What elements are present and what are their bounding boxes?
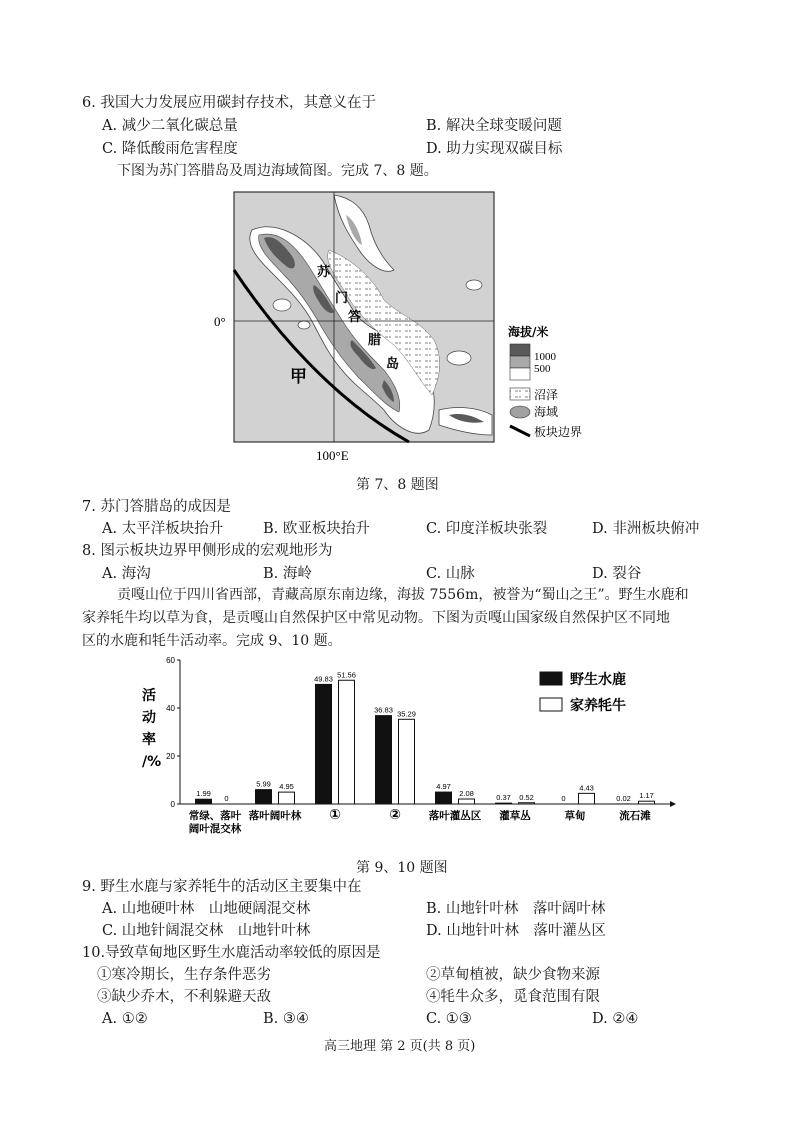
svg-text:海域: 海域: [534, 405, 559, 419]
x-category-label: 常绿、落叶: [188, 810, 242, 822]
bar-value-label: 0: [561, 794, 566, 803]
q8-option-a: A. 海沟: [102, 566, 151, 582]
intro-7-8: 下图为苏门答腊岛及周边海域简图。完成 7、8 题。: [117, 163, 438, 179]
legend-swatch: [540, 672, 562, 685]
sumatra-map: [214, 190, 594, 470]
bar-value-label: 36.83: [374, 705, 393, 715]
chart-caption: 第 9、10 题图: [356, 860, 448, 876]
q8-option-d: D. 裂谷: [592, 566, 642, 582]
q7-option-c: C. 印度洋板块张裂: [426, 521, 548, 537]
island-char-5: 岛: [386, 357, 400, 372]
svg-text:海拔/米: 海拔/米: [508, 325, 549, 339]
lat-label: 0°: [214, 314, 226, 329]
y-tick-label: 60: [166, 656, 175, 665]
bar-yak: [339, 680, 355, 804]
bar-value-label: 5.99: [256, 779, 271, 789]
bar-value-label: 49.83: [314, 674, 333, 684]
q10-item-2: ②草甸植被，缺少食物来源: [426, 967, 600, 983]
svg-text:500: 500: [534, 363, 551, 375]
y-tick-label: 40: [166, 704, 175, 713]
x-category-label: ①: [329, 807, 341, 823]
x-category-label: 阔叶混交林: [188, 823, 242, 835]
bar-value-label: 35.29: [397, 709, 416, 719]
intro-9-10-line1: 贡嘎山位于四川省西部，青藏高原东南边缘，海拔 7556m，被誉为“蜀山之王”。野生水鹿和: [117, 587, 689, 603]
q6-option-b: B. 解决全球变暖问题: [426, 118, 562, 134]
q7-option-b: B. 欧亚板块抬升: [263, 521, 370, 537]
q10-item-3: ③缺少乔木，不利躲避天敌: [97, 989, 271, 1005]
bar-value-label: 4.97: [436, 782, 451, 792]
bar-yak: [459, 799, 475, 804]
bar-value-label: 0.37: [496, 793, 511, 803]
x-category-label: 灌草丛: [499, 810, 531, 822]
q8-stem: 8. 图示板块边界甲侧形成的宏观地形为: [82, 543, 333, 559]
bar-value-label: 51.56: [337, 670, 356, 680]
q10-option-a: A. ①②: [102, 1011, 148, 1027]
bar-deer: [496, 803, 512, 804]
x-category-label: 草甸: [564, 810, 586, 822]
q9-option-d: D. 山地针叶林 落叶灌丛区: [426, 923, 606, 939]
chart-bars: [189, 670, 655, 835]
intro-9-10-line2: 家养牦牛均以草为食，是贡嘎山自然保护区中常见动物。下图为贡嘎山国家级自然保护区不同地: [82, 610, 670, 626]
bar-value-label: 2.08: [459, 789, 474, 799]
y-label-char: 活: [142, 688, 156, 704]
chart-legend: [540, 671, 626, 714]
lon-label: 100°E: [316, 448, 349, 463]
q7-option-d: D. 非洲板块俯冲: [592, 521, 700, 537]
q10-option-b: B. ③④: [263, 1011, 309, 1027]
q9-stem: 9. 野生水鹿与家养牦牛的活动区主要集中在: [82, 879, 362, 895]
bar-deer: [196, 799, 212, 804]
q9-option-c: C. 山地针阔混交林 山地针叶林: [102, 923, 311, 939]
y-label-char: /%: [142, 754, 162, 770]
bar-value-label: 0: [224, 794, 229, 803]
region-jia-label: 甲: [290, 367, 307, 387]
q7-option-a: A. 太平洋板块抬升: [102, 521, 224, 537]
activity-rate-chart: [140, 652, 680, 842]
legend-label: 家养牦牛: [570, 698, 626, 714]
bar-yak: [519, 803, 535, 804]
bar-yak: [279, 792, 295, 804]
svg-text:1000: 1000: [534, 351, 556, 363]
x-axis-arrow: [670, 801, 676, 807]
q8-option-c: C. 山脉: [426, 566, 475, 582]
map-caption: 第 7、8 题图: [356, 477, 439, 493]
bar-deer: [256, 790, 272, 804]
intro-9-10-line3: 区的水鹿和牦牛活动率。完成 9、10 题。: [82, 633, 342, 649]
legend-label: 野生水鹿: [570, 672, 626, 688]
bar-value-label: 1.99: [196, 789, 211, 799]
bar-deer: [436, 792, 452, 804]
y-tick-label: 20: [166, 752, 175, 761]
svg-text:板块边界: 板块边界: [534, 425, 583, 439]
svg-text:沼泽: 沼泽: [534, 388, 559, 402]
y-label-char: 率: [142, 732, 156, 748]
bar-deer: [376, 716, 392, 804]
y-tick-label: 0: [170, 800, 175, 809]
bar-value-label: 4.95: [279, 782, 294, 792]
q10-option-c: C. ①③: [426, 1011, 472, 1027]
q7-stem: 7. 苏门答腊岛的成因是: [82, 499, 231, 515]
q10-option-d: D. ②④: [592, 1011, 639, 1027]
q6-option-a: A. 减少二氧化碳总量: [102, 118, 238, 134]
q6-option-d: D. 助力实现双碳目标: [426, 141, 563, 157]
map-legend: [508, 324, 582, 439]
q6-stem: 6. 我国大力发展应用碳封存技术，其意义在于: [82, 95, 376, 111]
x-category-label: 流石滩: [619, 810, 651, 822]
bar-yak: [639, 801, 655, 804]
q9-option-b: B. 山地针叶林 落叶阔叶林: [426, 901, 606, 917]
island-char-2: 门: [335, 291, 349, 306]
q10-item-4: ④牦牛众多，觅食范围有限: [426, 989, 600, 1005]
y-axis-label: [142, 687, 161, 770]
q10-item-1: ①寒冷期长，生存条件恶劣: [97, 967, 271, 983]
bar-value-label: 0.02: [616, 793, 631, 803]
island-char-1: 苏: [317, 265, 331, 280]
page-footer: 高三地理 第 2 页(共 8 页): [324, 1039, 476, 1054]
island-char-3: 答: [348, 310, 362, 325]
island-char-4: 腊: [368, 333, 382, 348]
bar-yak: [399, 719, 415, 804]
bar-value-label: 0.52: [519, 792, 534, 802]
q6-option-c: C. 降低酸雨危害程度: [102, 141, 238, 157]
bar-value-label: 1.17: [639, 791, 654, 801]
q10-stem: 10.导致草甸地区野生水鹿活动率较低的原因是: [82, 945, 381, 961]
bar-deer: [316, 684, 332, 804]
x-category-label: 落叶阔叶林: [248, 810, 302, 822]
y-label-char: 动: [142, 710, 156, 726]
bar-value-label: 4.43: [579, 783, 594, 793]
bar-yak: [579, 793, 595, 804]
legend-swatch: [540, 698, 562, 711]
x-category-label: ②: [389, 807, 401, 823]
x-category-label: 落叶灌丛区: [428, 810, 482, 822]
q9-option-a: A. 山地硬叶林 山地硬阔混交林: [102, 901, 311, 917]
q8-option-b: B. 海岭: [263, 566, 312, 582]
